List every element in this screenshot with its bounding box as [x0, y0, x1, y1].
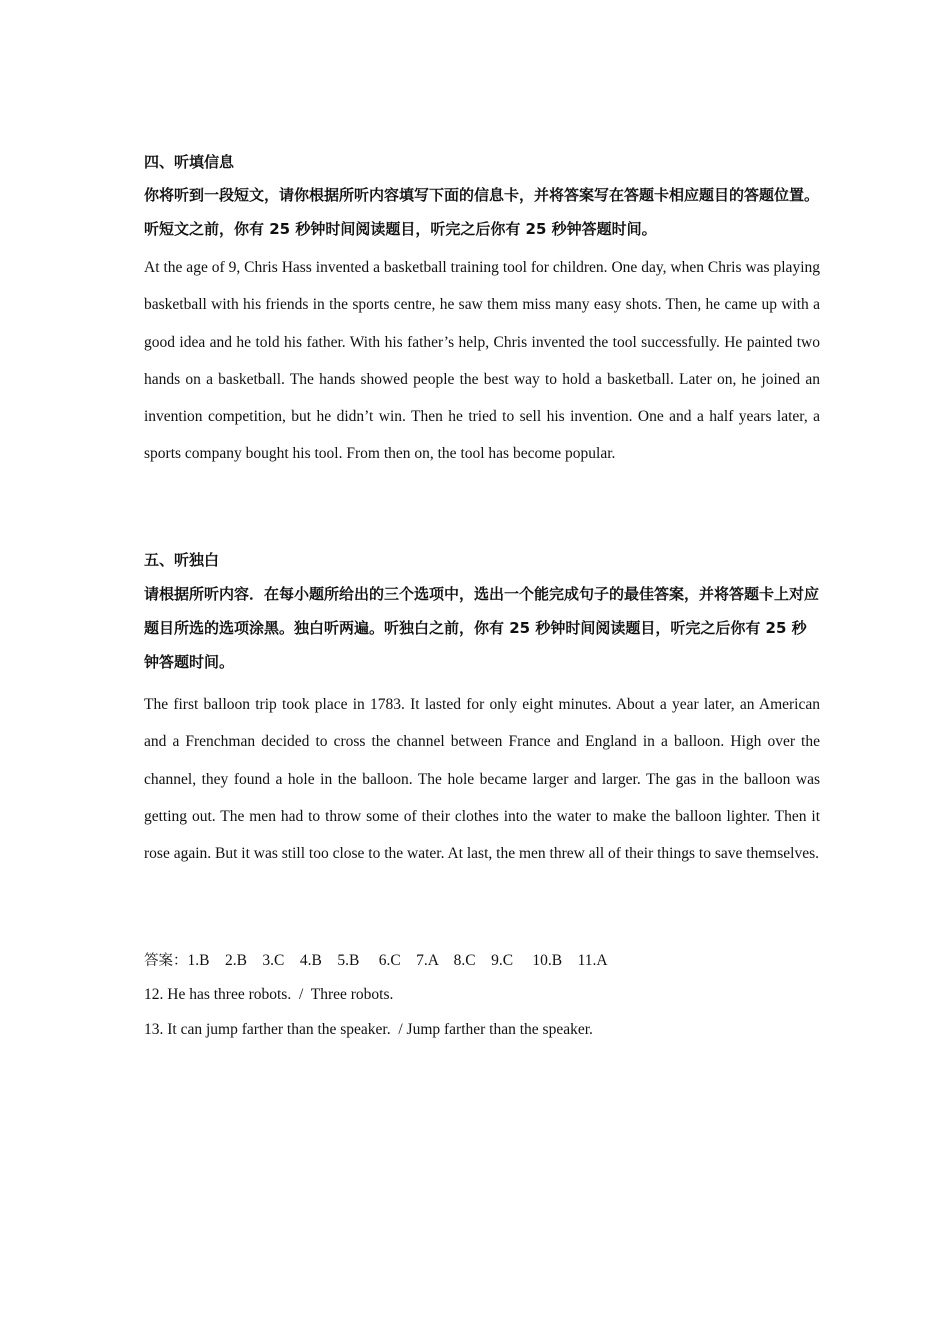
answer-line-13: 13. It can jump farther than the speaker. / Jump farther than the speaker. [144, 1021, 593, 1038]
answer-line [144, 950, 820, 972]
answer-line-12: 12. He has three robots. / Three robots. [144, 986, 394, 1003]
answer-label: 答案： [144, 953, 188, 969]
section5-instruction: 请根据所听内容．在每小题所给出的三个选项中，选出一个能完成句子的最佳答案，并将答题卡上对应题目所选的选项涂黑。独白听两遍。听独白之前，你有 25 秒钟时间阅读题目，听完之后你有 25 秒钟答题时间。 [144, 585, 820, 671]
section4-passage: At the age of 9, Chris Hass invented a basketball training tool for children. One day, when Chris was playing basketball with his friends in the sports centre, he saw them miss many easy shots. Then, he came up with a good idea and he told his father. With his father’s help, Chris invented the tool successfully. He painted two hands on a basketball. The hands showed people the best way to hold a basketball. Later on, he joined an invention competition, but he didn’t win. Then he tried to sell his invention. One and a half years later, a sports company bought his tool. From then on, the tool has become popular. [144, 259, 820, 463]
section5-passage: The first balloon trip took place in 1783. It lasted for only eight minutes. About a year later, an American and a Frenchman decided to cross the channel between France and England in a balloon. High over the channel, they found a hole in the balloon. The hole became larger and larger. The gas in the balloon was getting out. The men had to throw some of their clothes into the water to make the balloon lighter. Then it rose again. But it was still too close to the water. At last, the men threw all of their things to save themselves. [144, 696, 820, 863]
section4-heading: 四、听填信息 [144, 153, 235, 171]
answer-choices: 1.B 2.B 3.C 4.B 5.B 6.C 7.A 8.C 9.C 10.B 11.A [187, 952, 608, 969]
section4-instruction: 你将听到一段短文，请你根据所听内容填写下面的信息卡，并将答案写在答题卡相应题目的答题位置。听短文之前，你有 25 秒钟时间阅读题目，听完之后你有 25 秒钟答题时间。 [144, 186, 820, 238]
section5-heading: 五、听独白 [144, 551, 220, 569]
